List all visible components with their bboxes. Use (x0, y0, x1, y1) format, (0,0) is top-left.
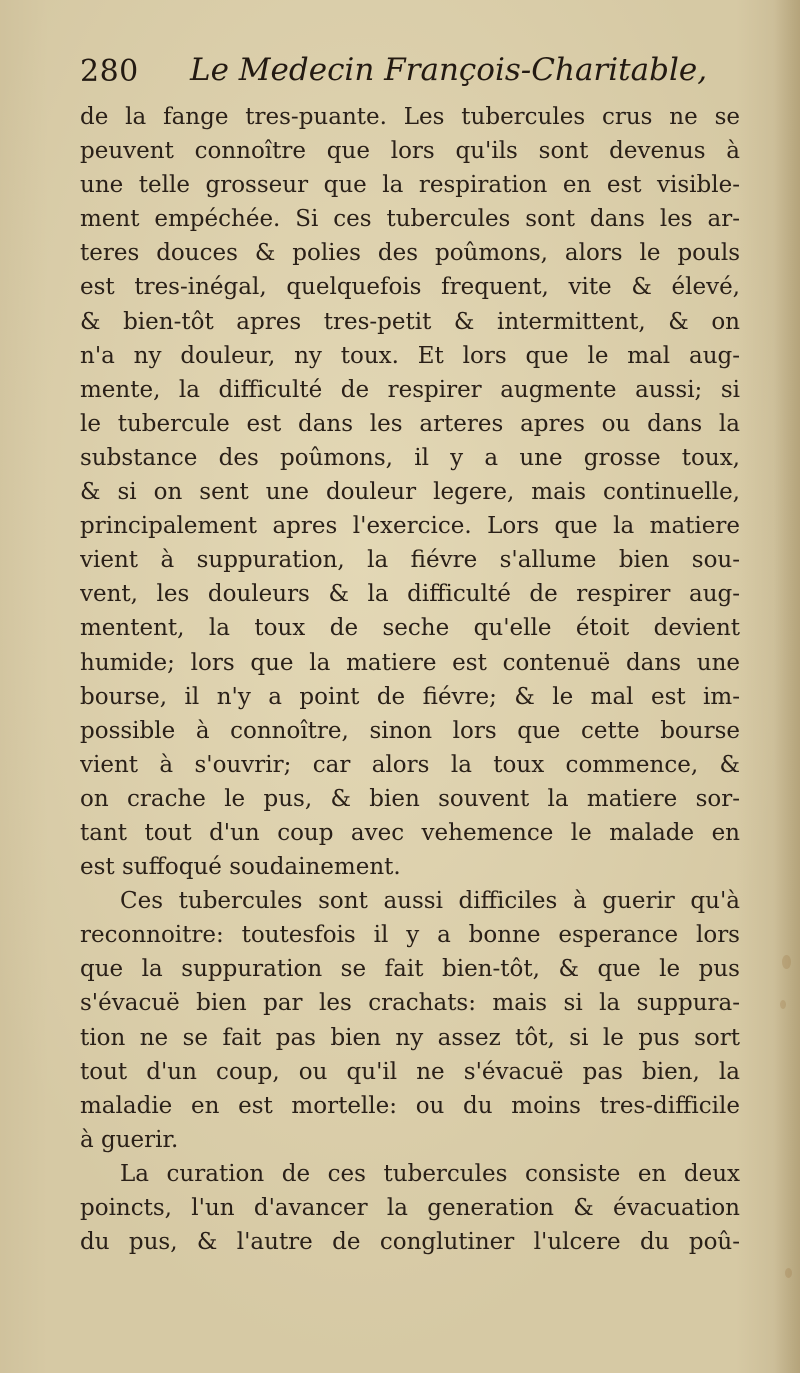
text-line: humide; lors que la matiere est contenuë dans une (80, 649, 740, 676)
text-line: que la suppuration se fait bien-tôt, & que le pus (80, 956, 740, 983)
text-line: poincts, l'un d'avancer la generation & évacuation (80, 1195, 740, 1221)
text-line: n'a ny douleur, ny toux. Et lors que le mal aug- (80, 342, 740, 369)
text-line: ment empéchée. Si ces tubercules sont dans les ar- (80, 206, 740, 233)
text-line: une telle grosseur que la respiration en est visible- (80, 172, 740, 199)
text-line: on crache le pus, & bien souvent la matiere sor- (80, 785, 740, 812)
paragraph (80, 100, 740, 884)
text-line: peuvent connoître que lors qu'ils sont devenus à (80, 138, 740, 165)
text-line: vient à suppuration, la fiévre s'allume bien sou- (80, 547, 740, 574)
text-line: & si on sent une douleur legere, mais continuelle, (80, 479, 740, 506)
body-text (80, 100, 740, 1259)
text-line: Ces tubercules sont aussi difficiles à guerir qu'à (120, 888, 740, 915)
text-line: tant tout d'un coup avec vehemence le malade en (80, 819, 740, 846)
text-line: vent, les douleurs & la difficulté de respirer aug- (80, 581, 740, 608)
paper-stain (782, 955, 791, 969)
paragraph (80, 884, 740, 1157)
text-line: teres douces & polies des poûmons, alors le pouls (80, 240, 740, 267)
text-line: mente, la difficulté de respirer augmente aussi; si (80, 376, 740, 403)
paper-stain (785, 1268, 792, 1278)
text-line: s'évacuë bien par les crachats: mais si la suppura- (80, 990, 740, 1017)
text-line: tion ne se fait pas bien ny assez tôt, si le pus sort (80, 1024, 740, 1051)
text-line: vient à s'ouvrir; car alors la toux commence, & (80, 751, 740, 778)
text-line: le tubercule est dans les arteres apres ou dans la (80, 410, 740, 437)
text-line: du pus, & l'autre de conglutiner l'ulcere du poû- (80, 1229, 740, 1256)
text-line: & bien-tôt apres tres-petit & intermittent, & on (80, 308, 740, 335)
text-line: maladie en est mortelle: ou du moins tres-difficile (80, 1092, 740, 1119)
text-line: substance des poûmons, il y a une grosse toux, (80, 444, 740, 471)
text-line: reconnoitre: toutesfois il y a bonne esperance lors (80, 922, 740, 949)
running-title: Le Medecin François-Charitable, (190, 52, 708, 88)
paragraph (80, 1157, 740, 1259)
text-line: La curation de ces tubercules consiste en deux (120, 1160, 740, 1187)
text-line: à guerir. (80, 1126, 179, 1153)
text-line: de la fange tres-puante. Les tubercules crus ne se (80, 104, 740, 130)
page-gutter-shadow (774, 0, 800, 1373)
text-line: tout d'un coup, ou qu'il ne s'évacuë pas bien, la (80, 1058, 740, 1085)
text-line: mentent, la toux de seche qu'elle étoit devient (80, 615, 740, 642)
text-line: est tres-inégal, quelquefois frequent, vite & élevé, (80, 274, 740, 301)
page-header (80, 52, 730, 98)
text-line: principalement apres l'exercice. Lors que la matiere (80, 513, 740, 540)
paper-stain (780, 1000, 786, 1009)
text-line: possible à connoître, sinon lors que cette bourse (80, 717, 740, 744)
text-line: est suffoqué soudainement. (80, 854, 401, 881)
text-line: bourse, il n'y a point de fiévre; & le mal est im- (80, 683, 740, 710)
page-number: 280 (80, 54, 139, 89)
